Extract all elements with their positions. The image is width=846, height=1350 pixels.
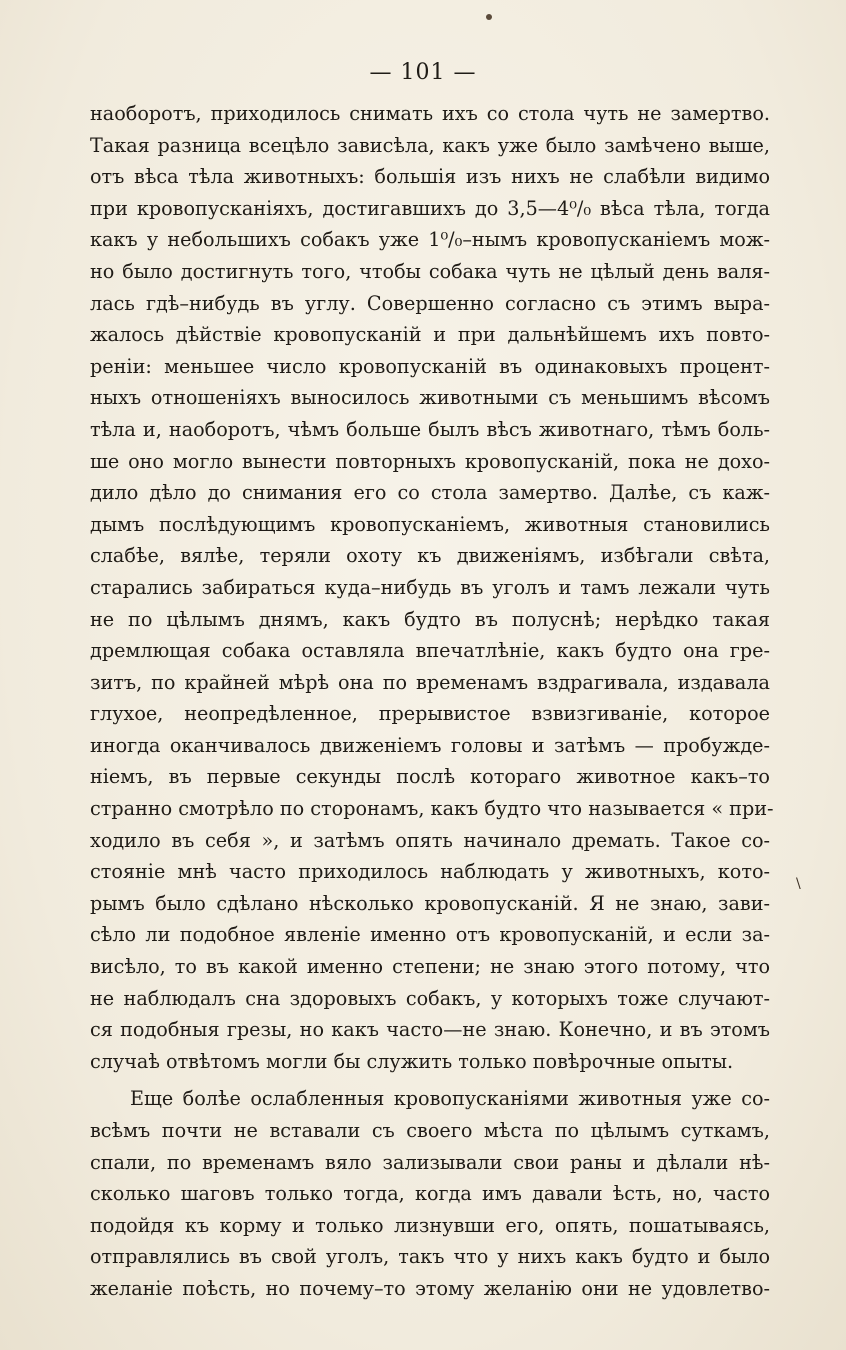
paragraph-2 xyxy=(90,1083,770,1304)
text-line: не наблюдалъ сна здоровыхъ собакъ, у которыхъ тоже случают- xyxy=(90,986,770,1010)
text-line: жалось дѣйствіе кровопусканій и при дальнѣйшемъ ихъ повто- xyxy=(90,323,770,347)
text-line: сколько шаговъ только тогда, когда имъ давали ѣсть, но, часто xyxy=(90,1182,770,1206)
page-number: — 101 — xyxy=(369,60,477,85)
text-line: ныхъ отношеніяхъ выносилось животными съ меньшимъ вѣсомъ xyxy=(90,386,770,410)
text-line: слабѣе, вялѣе, теряли охоту къ движеніямъ, избѣгали свѣта, xyxy=(90,544,770,568)
text-line: спали, по временамъ вяло зализывали свои раны и дѣлали нѣ- xyxy=(90,1150,770,1174)
text-line: лась гдѣ–нибудь въ углу. Совершенно согласно съ этимъ выра- xyxy=(90,291,770,315)
text-line: какъ у небольшихъ собакъ уже 1⁰/₀–нымъ кровопусканіемъ мож- xyxy=(90,228,770,252)
text-line: стояніе мнѣ часто приходилось наблюдать у животныхъ, кото- xyxy=(90,860,770,884)
text-line: ходило въ себя », и затѣмъ опять начинало дремать. Такое со- xyxy=(90,828,770,852)
text-line: глухое, неопредѣленное, прерывистое взвизгиваніе, которое xyxy=(90,702,770,726)
text-line: зитъ, по крайней мѣрѣ она по временамъ вздрагивала, издавала xyxy=(90,670,770,694)
text-line: странно смотрѣло по сторонамъ, какъ будто что называется « при- xyxy=(90,797,774,821)
ink-speck xyxy=(486,14,492,20)
text-line: отправлялись въ свой уголъ, такъ что у нихъ какъ будто и было xyxy=(90,1245,770,1269)
text-line: отъ вѣса тѣла животныхъ: большія изъ нихъ не слабѣли видимо xyxy=(90,165,770,189)
text-line: не по цѣлымъ днямъ, какъ будто въ полуснѣ; нерѣдко такая xyxy=(90,607,770,631)
text-line: Такая разница всецѣло зависѣла, какъ уже было замѣчено выше, xyxy=(90,133,770,157)
text-line: дремлющая собака оставляла впечатлѣніе, какъ будто она гре- xyxy=(90,639,770,663)
text-line: при кровопусканіяхъ, достигавшихъ до 3,5—4⁰/₀ вѣса тѣла, тогда xyxy=(90,196,770,220)
text-line: иногда оканчивалось движеніемъ головы и затѣмъ — пробужде- xyxy=(90,733,770,757)
text-line: сѣло ли подобное явленіе именно отъ кровопусканій, и если за- xyxy=(90,923,770,947)
text-line: старались забираться куда–нибудь въ уголъ и тамъ лежали чуть xyxy=(90,575,770,599)
text-line: дымъ послѣдующимъ кровопусканіемъ, животныя становились xyxy=(90,512,770,536)
text-line: тѣла и, наоборотъ, чѣмъ больше былъ вѣсъ животнаго, тѣмъ боль- xyxy=(90,417,770,441)
text-line: ніемъ, въ первые секунды послѣ котораго животное какъ–то xyxy=(90,765,770,789)
text-line: ше оно могло вынести повторныхъ кровопусканій, пока не дохо- xyxy=(90,449,770,473)
paragraph-1 xyxy=(90,98,774,1077)
text-line: но было достигнуть того, чтобы собака чуть не цѣлый день валя- xyxy=(90,259,770,283)
text-line: ся подобныя грезы, но какъ часто—не знаю. Конечно, и въ этомъ xyxy=(90,1018,770,1042)
text-line: висѣло, то въ какой именно степени; не знаю этого потому, что xyxy=(90,955,770,979)
text-line: случаѣ отвѣтомъ могли бы служить только повѣрочные опыты. xyxy=(90,1049,734,1073)
body-text xyxy=(90,98,774,1305)
text-line: Еще болѣе ослабленныя кровопусканіями животныя уже со- xyxy=(130,1087,770,1111)
text-line: наоборотъ, приходилось снимать ихъ со стола чуть не замертво. xyxy=(90,102,770,125)
text-line: реніи: меньшее число кровопусканій въ одинаковыхъ процент- xyxy=(90,354,770,378)
text-line: рымъ было сдѣлано нѣсколько кровопусканій. Я не знаю, зави- xyxy=(90,891,770,915)
text-line: всѣмъ почти не вставали съ своего мѣста по цѣлымъ суткамъ, xyxy=(90,1119,770,1142)
margin-mark: \ xyxy=(796,876,801,892)
text-line: подойдя къ корму и только лизнувши его, опять, пошатываясь, xyxy=(90,1213,770,1237)
text-line: желаніе поѣсть, но почему–то этому желанію они не удовлетво- xyxy=(90,1276,770,1300)
text-line: дило дѣло до снимания его со стола замертво. Далѣе, съ каж- xyxy=(90,481,770,505)
